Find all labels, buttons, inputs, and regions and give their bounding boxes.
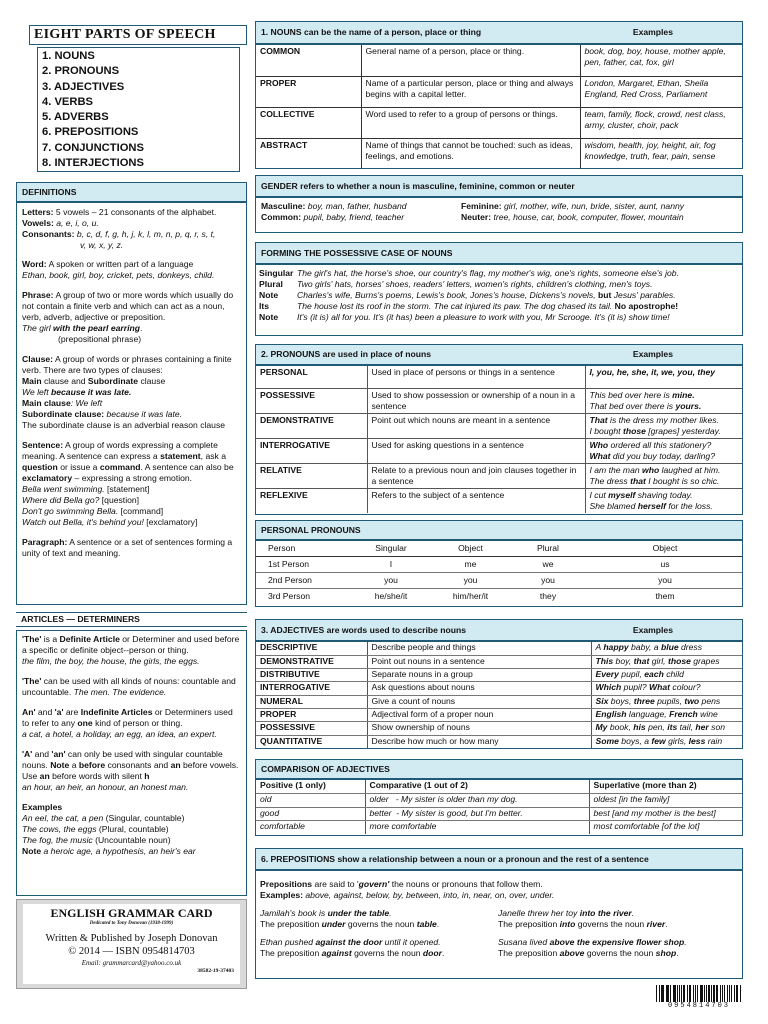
table-cell: me <box>433 557 508 573</box>
possessive-row: Plural Two girls' hats, horses' shoes, readers' letters, women's rights, children's clothing, men's toys. <box>259 279 653 289</box>
table-row <box>256 708 742 721</box>
prepositions-def: Prepositions are said to 'govern' the nouns or pronouns that follow them. <box>260 879 543 889</box>
noun-type: COLLECTIVE <box>256 107 361 138</box>
pronoun-def: Used in place of persons or things in a sentence <box>367 366 585 388</box>
articles-examples: Examples An eel, the cat, a pen (Singular, countable) The cows, the eggs (Plural, countable) The fog, the music (Uncountable noun) Note a heroic age, a hypothesis, an heir's ear <box>22 802 241 857</box>
pronoun-type: PERSONAL <box>256 366 367 388</box>
gender-panel: Masculine: boy, man, father, husband Feminine: girl, mother, wife, nun, bride, sister, aunt, nanny Common: pupil, baby, friend, teacher Neuter: tree, house, car, book, computer, flower, mountain <box>255 197 743 233</box>
possessive-row: Its The house lost its roof in the storm. The cat injured its paw. The dog chased its tail. No apostrophe! <box>259 301 679 311</box>
column-header: Object <box>433 541 508 557</box>
noun-examples: wisdom, health, joy, height, air, fog knowledge, truth, fear, pain, sense <box>584 139 716 161</box>
noun-type: PROPER <box>256 76 361 107</box>
possessive-row: Singular The girl's hat, the horse's shoe, our country's flag, my mother's wig, one's rights, someone else's job. <box>259 268 679 278</box>
card-title: ENGLISH GRAMMAR CARD <box>50 906 213 920</box>
table-cell: us <box>588 557 742 573</box>
adjective-type: DEMONSTRATIVE <box>256 655 367 668</box>
adjective-examples: Six boys, three pupils, two pens <box>591 695 742 708</box>
table-row <box>256 463 742 488</box>
table-cell: I <box>349 557 433 573</box>
card-email: Email: grammarcard@yahoo.co.uk <box>81 958 182 967</box>
adjective-def: Describe how much or how many <box>367 735 591 748</box>
noun-type: ABSTRACT <box>256 138 361 169</box>
column-header: Person <box>256 541 349 557</box>
possessive-row: Note Charles's wife, Burns's poems, Lewis's book, Jones's house, Dickens's novels, but Jesus' parables. <box>259 290 676 300</box>
superlative-form: oldest [in the family] <box>589 794 742 808</box>
column-header: Comparative (1 out of 2) <box>365 780 589 794</box>
nouns-header: 1. NOUNS can be the name of a person, place or thing Examples <box>255 21 743 44</box>
toc-item: 6. PREPOSITIONS <box>42 126 139 139</box>
noun-type: COMMON <box>256 45 361 76</box>
table-row <box>256 138 742 169</box>
pronoun-def: Used for asking questions in a sentence <box>367 438 585 463</box>
table-row <box>256 794 742 808</box>
table-row <box>256 438 742 463</box>
adjective-def: Point out nouns in a sentence <box>367 655 591 668</box>
table-cell: 2nd Person <box>256 573 349 589</box>
noun-examples: team, family, flock, crowd, nest class, army, cluster, choir, pack <box>580 107 742 138</box>
table-row <box>256 695 742 708</box>
noun-examples: book, dog, boy, house, mother apple, pen, father, cat, fox, girl <box>580 45 742 76</box>
toc-item: 1. NOUNS <box>42 50 95 62</box>
adjectives-header: 3. ADJECTIVES are words used to describe nouns Examples <box>255 619 743 641</box>
adjective-def: Give a count of nouns <box>367 695 591 708</box>
adjective-def: Separate nouns in a group <box>367 669 591 682</box>
adjective-examples: A happy baby, a blue dress <box>591 642 742 655</box>
table-cell: he/she/it <box>374 591 408 601</box>
toc-item: 2. PRONOUNS <box>42 65 120 78</box>
card-code: 38582-19-37403 <box>197 967 234 974</box>
table-row <box>256 807 742 821</box>
table-row <box>256 573 742 589</box>
adjective-type: INTERROGATIVE <box>256 682 367 695</box>
possessive-row: Note It's (it is) all for you. It's (it has) been a pleasure to work with you, Mr Scrooge. It's (it is) show time! <box>259 312 670 322</box>
adjective-examples: Which pupil? What colour? <box>591 682 742 695</box>
column-header: Plural <box>508 541 588 557</box>
noun-examples: London, Margaret, Ethan, Sheila England, Red Cross, Parliament <box>580 76 742 107</box>
letters-def: Letters: 5 vowels – 21 consonants of the alphabet. <box>22 207 217 217</box>
pronoun-type: RELATIVE <box>256 463 367 488</box>
vowels-def: Vowels: a, e, i, o, u. <box>22 218 99 228</box>
table-row <box>256 76 742 107</box>
table-row <box>256 589 742 605</box>
page-title: EIGHT PARTS OF SPEECH <box>29 25 247 45</box>
column-header: Object <box>588 541 742 557</box>
table-cell: 1st Person <box>256 557 349 573</box>
preposition-example: Janelle threw her toy into the river. The preposition into governs the noun river. <box>498 908 668 929</box>
toc-item: 5. ADVERBS <box>42 111 109 124</box>
comparative-form: more comfortable <box>365 821 589 835</box>
adjective-type: QUANTITATIVE <box>256 735 367 748</box>
adjective-type: DESCRIPTIVE <box>256 642 367 655</box>
table-row <box>256 682 742 695</box>
column-header: Singular <box>349 541 433 557</box>
pronoun-examples: Who ordered all this stationery? What did you buy today, darling? <box>585 438 742 463</box>
adjective-examples: Some boys, a few girls, less rain <box>595 735 723 746</box>
toc-item: 7. CONJUNCTIONS <box>42 141 144 154</box>
prepositions-header: 6. PREPOSITIONS show a relationship between a noun or a pronoun and the rest of a sentence <box>255 848 743 870</box>
column-header: Positive (1 only) <box>256 780 365 794</box>
toc-item: 4. VERBS <box>42 95 93 108</box>
card-author: Written & Published by Joseph Donovan <box>45 932 218 944</box>
column-header: Superlative (more than 2) <box>589 780 742 794</box>
pronoun-examples: I cut myself shaving today. She blamed herself for the loss. <box>589 489 713 511</box>
noun-def: Name of things that cannot be touched: such as ideas, feelings, and emotions. <box>361 138 580 169</box>
adjective-def: Show ownership of nouns <box>367 722 591 735</box>
adjective-examples: This boy, that girl, those grapes <box>591 655 742 668</box>
card-dedication: Dedicated to Tony Donovan (1938-1999) <box>89 921 174 927</box>
pronoun-examples: This bed over here is mine. That bed over there is yours. <box>585 388 742 413</box>
comparative-form: older - My sister is older than my dog. <box>365 794 589 808</box>
consonants-def: Consonants: b, c, d, f, g, h, j, k, l, m, n, p, q, r, s, t, v, w, x, y, z. <box>22 229 216 250</box>
adjective-def: Adjectival form of a proper noun <box>367 708 591 721</box>
gender-header: GENDER refers to whether a noun is masculine, feminine, common or neuter <box>255 175 743 197</box>
table-cell: them <box>655 591 675 601</box>
word-def: Word: A spoken or written part of a language Ethan, book, girl, boy, cricket, pets, donkeys, child. <box>22 259 215 280</box>
adjective-type: DISTRIBUTIVE <box>256 669 367 682</box>
personal-pronouns-table <box>255 540 743 607</box>
adjective-type: POSSESSIVE <box>256 722 367 735</box>
table-row <box>256 107 742 138</box>
a-an-usage: 'A' and 'an' can only be used with singular countable nouns. Note a before consonants and an before vowels. Use an before words with silent h an hour, an heir, an honour, an honest man. <box>22 749 239 792</box>
table-row <box>256 366 742 388</box>
table-row <box>256 669 742 682</box>
table-row <box>256 45 742 76</box>
pronoun-def: Relate to a previous noun and join clauses together in a sentence <box>367 463 585 488</box>
adjective-type: NUMERAL <box>256 695 367 708</box>
article-example: An eel, the cat, a pen (Singular, countable) <box>22 813 185 823</box>
phrase-def: Phrase: A group of two or more words which usually do not contain a finite verb and which can act as a noun, verb, adverb, adjective or preposition. The girl with the pearl earring. (prepositional phrase) <box>22 290 234 344</box>
possessive-panel <box>255 264 743 336</box>
table-row <box>256 722 742 735</box>
comparison-header: COMPARISON OF ADJECTIVES <box>255 759 743 779</box>
article-example: The cows, the eggs (Plural, countable) <box>22 824 169 834</box>
pronoun-def: Point out which nouns are meant in a sentence <box>367 413 585 438</box>
comparative-form: better - My sister is good, but I'm better. <box>365 807 589 821</box>
adjective-def: Ask questions about nouns <box>367 682 591 695</box>
noun-def: Name of a particular person, place or thing and always begins with a capital letter. <box>361 76 580 107</box>
table-row <box>256 413 742 438</box>
pronoun-def: Refers to the subject of a sentence <box>367 488 585 513</box>
table-cell: him/her/it <box>452 591 489 601</box>
adjective-examples: My book, his pen, its tail, her son <box>591 722 742 735</box>
table-cell: they <box>539 591 557 601</box>
pronoun-examples: I, you, he, she, it, we, you, they <box>585 366 742 388</box>
table-row <box>256 735 742 748</box>
preposition-example: Susana lived above the expensive flower shop. The preposition above governs the noun shop. <box>498 937 687 958</box>
table-row <box>256 642 742 655</box>
table-cell: 3rd Person <box>268 591 311 601</box>
nouns-table <box>255 44 743 169</box>
table-cell: you <box>349 573 433 589</box>
table-row <box>256 821 742 835</box>
the-usage: 'The' can be used with all kinds of nouns: countable and uncountable. The men. The evidence. <box>22 676 236 697</box>
pronoun-type: REFLEXIVE <box>256 488 367 513</box>
table-cell: we <box>508 557 588 573</box>
positive-form: comfortable <box>256 821 365 835</box>
personal-pronouns-header: PERSONAL PRONOUNS <box>255 520 743 540</box>
toc-item: 3. ADJECTIVES <box>42 80 125 93</box>
preposition-example: Jamilah's book is under the table. The preposition under governs the noun table. <box>260 908 440 929</box>
noun-def: General name of a person, place or thing. <box>361 45 580 76</box>
adjective-examples: English language, French wine <box>591 708 742 721</box>
articles-header: ARTICLES — DETERMINERS <box>16 612 247 627</box>
definitions-header: DEFINITIONS <box>16 182 247 202</box>
prepositions-examples: Examples: above, against, below, by, between, into, in, near, on, over, under. <box>260 890 555 900</box>
pronoun-def: Used to show possession or ownership of a noun in a sentence <box>367 388 585 413</box>
card-info <box>16 899 247 989</box>
table-row <box>256 488 742 513</box>
pronouns-table <box>255 365 743 515</box>
article-example: The fog, the music (Uncountable noun) <box>22 835 171 845</box>
definitions-panel <box>16 202 247 605</box>
possessive-header: FORMING THE POSSESSIVE CASE OF NOUNS <box>255 242 743 264</box>
table-row <box>256 655 742 668</box>
card-isbn: © 2014 — ISBN 0954814703 <box>68 946 195 958</box>
pronoun-examples: That is the dress my mother likes. I bought those [grapes] yesterday. <box>585 413 742 438</box>
pronoun-examples: I am the man who laughed at him. The dress that I bought is so chic. <box>585 463 742 488</box>
comparison-table <box>255 779 743 836</box>
pronoun-type: POSSESSIVE <box>256 388 367 413</box>
definite-article: 'The' is a Definite Article or Determiner and used before a specific or definite object--person or thing. the film, the boy, the house, the girls, the eggs. <box>22 634 240 666</box>
parts-of-speech-list <box>37 47 240 172</box>
pronouns-header: 2. PRONOUNS are used in place of nouns Examples <box>255 344 743 365</box>
barcode: 0954814703 <box>656 985 742 1015</box>
article-note: Note a heroic age, a hypothesis, an heir's ear <box>22 846 196 856</box>
pronoun-type: INTERROGATIVE <box>256 438 367 463</box>
table-row <box>256 557 742 573</box>
sentence-def: Sentence: A group of words expressing a complete meaning. A sentence can express a statement, ask a question or issue a command. A sentence can also be exclamatory – expressing a strong emotion. Bella went swimming. [statement] Where did Bella go? [question] Don't go swimming Bella. [command] Watch out Bella, it's behind you! [exclamatory] <box>22 440 234 527</box>
positive-form: old <box>256 794 365 808</box>
superlative-form: best [and my mother is the best] <box>589 807 742 821</box>
table-cell: you <box>508 573 588 589</box>
noun-def: Word used to refer to a group of persons or things. <box>361 107 580 138</box>
adjectives-table <box>255 641 743 749</box>
table-row <box>256 388 742 413</box>
toc-item: 8. INTERJECTIONS <box>42 157 144 170</box>
adjective-examples: Every pupil, each child <box>591 669 742 682</box>
articles-panel <box>16 630 247 896</box>
table-cell: you <box>588 573 742 589</box>
indefinite-article: An' and 'a' are Indefinite Articles or Determiners used to refer to any one kind of person or thing. a cat, a hotel, a holiday, an egg, an idea, an expert. <box>22 707 233 739</box>
pronoun-type: DEMONSTRATIVE <box>256 413 367 438</box>
clause-def: Clause: A group of words or phrases containing a finite verb. There are two types of clauses: Main clause and Subordinate clause We left because it was late. Main clause: We left Subordinate clause: because it was late. The subordinate clause is an adverbial reason clause <box>22 354 232 430</box>
adjective-type: PROPER <box>256 708 367 721</box>
positive-form: good <box>256 807 365 821</box>
adjective-def: Describe people and things <box>367 642 591 655</box>
preposition-example: Ethan pushed against the door until it opened. The preposition against governs the noun door. <box>260 937 445 958</box>
superlative-form: most comfortable [of the lot] <box>593 821 700 831</box>
prepositions-panel <box>255 870 743 979</box>
paragraph-def: Paragraph: A sentence or a set of sentences forming a unity of text and meaning. <box>22 537 233 558</box>
table-cell: you <box>433 573 508 589</box>
